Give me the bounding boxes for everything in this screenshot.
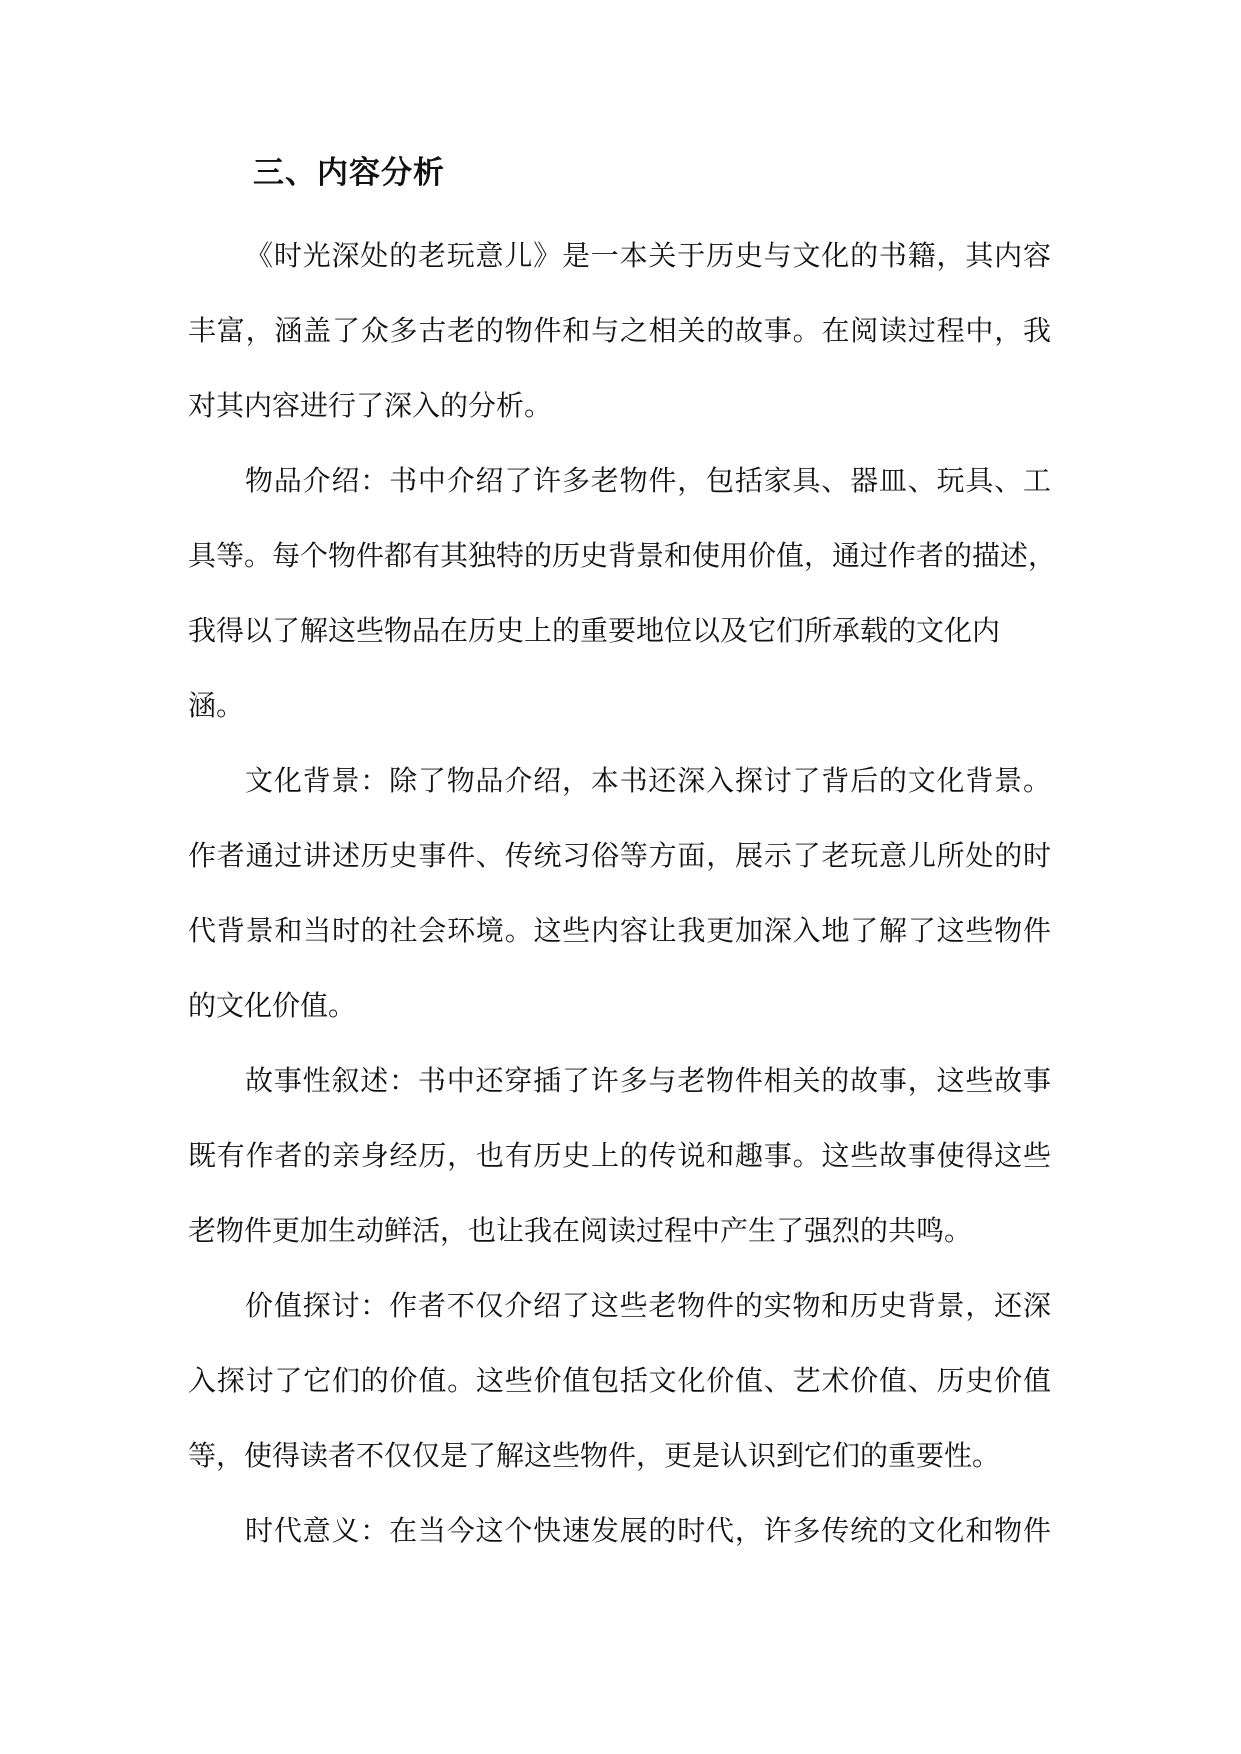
- section-heading: 三、内容分析: [253, 155, 445, 191]
- text-line: 丰富，涵盖了众多古老的物件和与之相关的故事。在阅读过程中，我: [188, 314, 1051, 347]
- text-line: 价值探讨：作者不仅介绍了这些老物件的实物和历史背景，还深: [245, 1289, 1051, 1322]
- text-line: 的文化价值。: [188, 989, 357, 1022]
- text-line: 既有作者的亲身经历，也有历史上的传说和趣事。这些故事使得这些: [188, 1139, 1051, 1172]
- text-line: 时代意义：在当今这个快速发展的时代，许多传统的文化和物件: [245, 1514, 1051, 1547]
- text-line: 作者通过讲述历史事件、传统习俗等方面，展示了老玩意儿所处的时: [188, 839, 1051, 872]
- text-line: 对其内容进行了深入的分析。: [188, 389, 553, 422]
- text-line: 具等。每个物件都有其独特的历史背景和使用价值，通过作者的描述，: [188, 539, 1057, 572]
- text-line: 文化背景：除了物品介绍，本书还深入探讨了背后的文化背景。: [245, 764, 1051, 797]
- text-line: 代背景和当时的社会环境。这些内容让我更加深入地了解了这些物件: [188, 914, 1051, 947]
- text-line: 我得以了解这些物品在历史上的重要地位以及它们所承载的文化内: [188, 614, 1001, 647]
- text-line: 等，使得读者不仅仅是了解这些物件，更是认识到它们的重要性。: [188, 1439, 1001, 1472]
- text-line: 涵。: [188, 689, 245, 722]
- text-line: 物品介绍：书中介绍了许多老物件，包括家具、器皿、玩具、工: [245, 464, 1051, 497]
- text-line: 入探讨了它们的价值。这些价值包括文化价值、艺术价值、历史价值: [188, 1364, 1051, 1397]
- text-line: 老物件更加生动鲜活，也让我在阅读过程中产生了强烈的共鸣。: [188, 1214, 973, 1247]
- text-line: 故事性叙述：书中还穿插了许多与老物件相关的故事，这些故事: [245, 1064, 1051, 1097]
- text-line: 《时光深处的老玩意儿》是一本关于历史与文化的书籍，其内容: [245, 239, 1051, 272]
